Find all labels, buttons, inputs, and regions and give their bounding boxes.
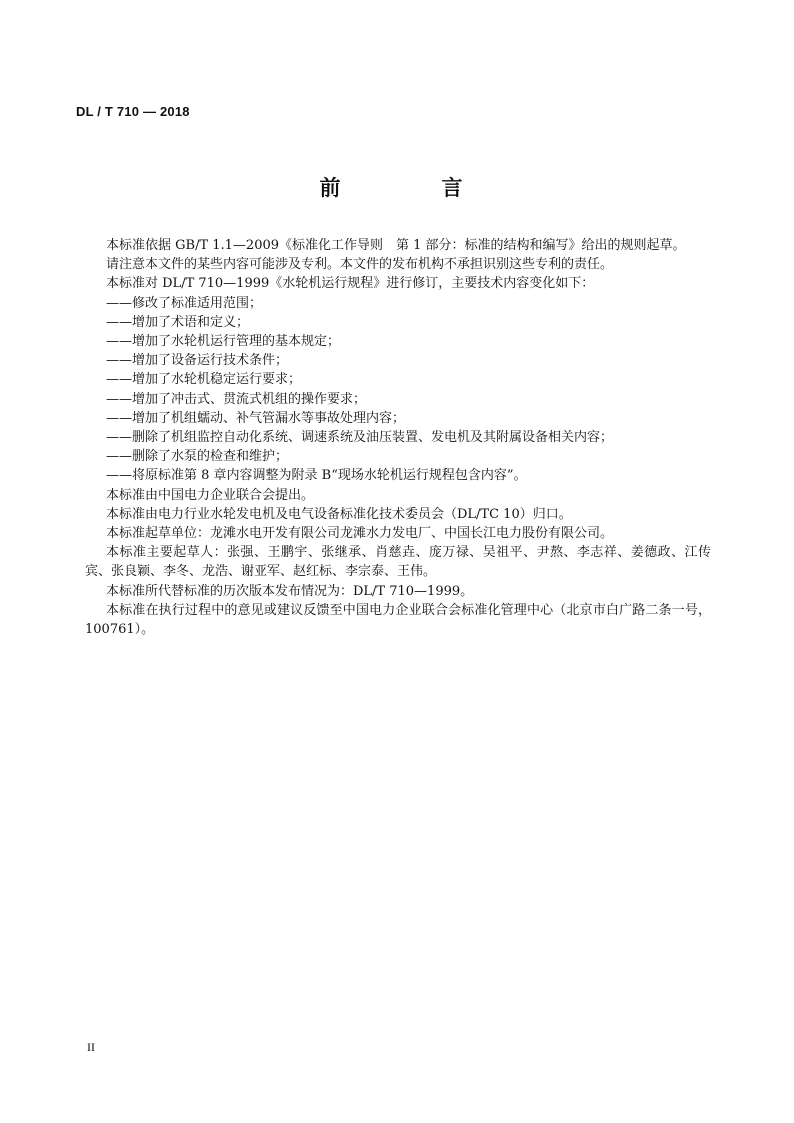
page-title: 前 言: [319, 176, 503, 200]
paragraph: 本标准依据 GB/T 1.1—2009《标准化工作导则 第 1 部分：标准的结构和编写》给出的规则起草。: [106, 238, 686, 253]
document-code-header: DL / T 710 — 2018: [76, 104, 190, 119]
list-item: ——增加了设备运行技术条件；: [106, 353, 289, 369]
list-item: ——修改了标准适用范围；: [106, 295, 263, 311]
document-body: [85, 236, 711, 639]
changes-list: [85, 294, 711, 486]
paragraph: 请注意本文件的某些内容可能涉及专利。本文件的发布机构不承担识别这些专利的责任。: [106, 257, 614, 273]
list-item: ——增加了术语和定义；: [106, 314, 250, 330]
list-item: ——删除了水泵的检查和维护；: [106, 449, 289, 465]
paragraph: 本标准起草单位：龙滩水电开发有限公司龙滩水力发电厂、中国长江电力股份有限公司。: [106, 526, 614, 542]
list-item: ——增加了机组蠕动、补气管漏水等事故处理内容；: [106, 410, 406, 426]
list-item: ——增加了冲击式、贯流式机组的操作要求；: [106, 391, 367, 407]
paragraph: 本标准所代替标准的历次版本发布情况为：DL/T 710—1999。: [106, 583, 474, 599]
page-number: II: [87, 1040, 95, 1054]
paragraph: 本标准主要起草人：张强、王鹏宇、张继承、肖慈垚、庞万禄、吴祖平、尹熬、李志祥、姜德政、江传宾、张良颖、李冬、龙浩、谢亚军、赵红标、李宗泰、王伟。: [85, 545, 711, 580]
list-item: ——增加了水轮机运行管理的基本规定；: [106, 334, 341, 350]
list-item: ——将原标准第 8 章内容调整为附录 B“现场水轮机运行规程包含内容”。: [106, 468, 527, 484]
paragraph: 本标准由中国电力企业联合会提出。: [106, 487, 315, 503]
list-item: ——增加了水轮机稳定运行要求；: [106, 372, 302, 388]
paragraph: 本标准由电力行业水轮发电机及电气设备标准化技术委员会（DL/TC 10）归口。: [106, 506, 572, 522]
list-item: ——删除了机组监控自动化系统、调速系统及油压装置、发电机及其附属设备相关内容；: [106, 430, 614, 446]
paragraph: 本标准在执行过程中的意见或建议反馈至中国电力企业联合会标准化管理中心（北京市白广路二条一号，100761）。: [85, 602, 711, 638]
paragraph: 本标准对 DL/T 710—1999《水轮机运行规程》进行修订，主要技术内容变化如下：: [106, 276, 595, 292]
